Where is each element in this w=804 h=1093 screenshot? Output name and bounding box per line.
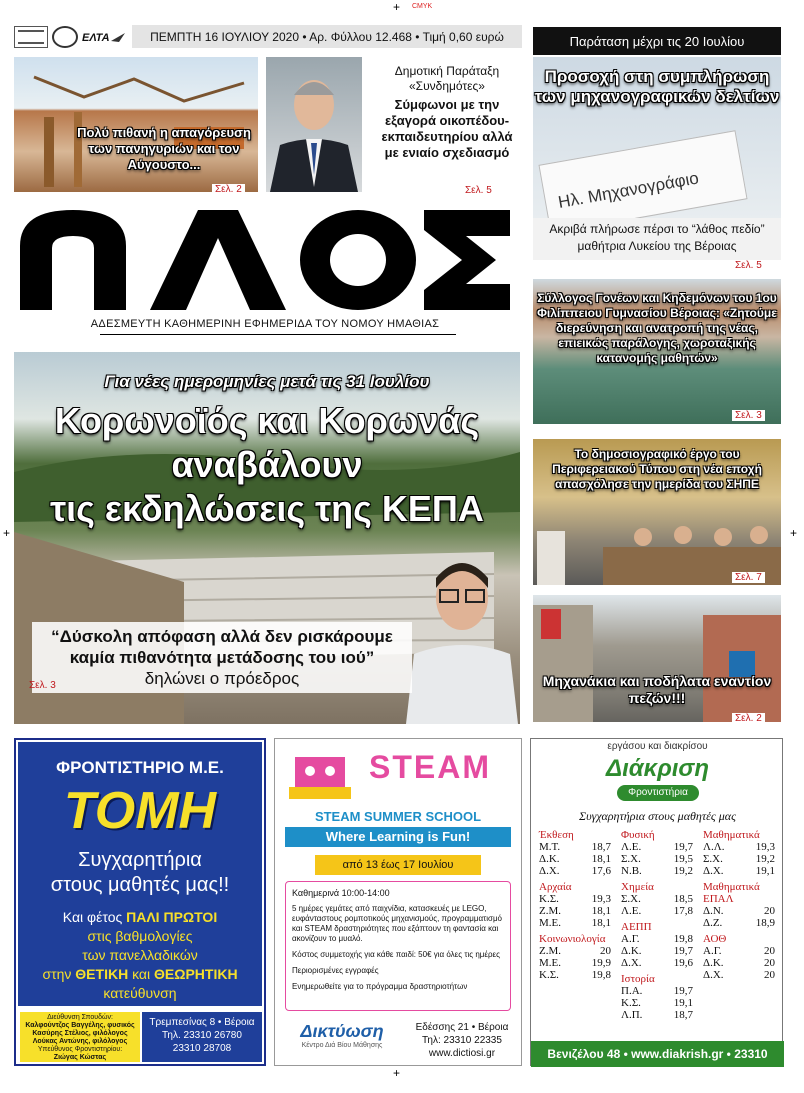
student-initials: Ζ.Μ. <box>539 945 561 957</box>
score-row <box>539 865 611 877</box>
student-score: 20 <box>764 905 775 917</box>
student-initials: Σ.Χ. <box>621 853 641 865</box>
student-initials: Π.Α. <box>621 985 643 997</box>
subject-heading: Έκθεση <box>539 829 574 841</box>
student-initials: Α.Γ. <box>703 945 722 957</box>
score-row <box>539 945 611 957</box>
student-score: 18,1 <box>591 905 611 917</box>
steam-limited: Περιορισμένες εγγραφές <box>292 966 379 975</box>
forms-banner: Παράταση μέχρι τις 20 Ιουλίου <box>533 27 781 55</box>
student-initials: Α.Γ. <box>621 933 640 945</box>
diakrisi-footer: Βενιζέλου 48 • www.diakrish.gr • 23310 75710 <box>531 1041 784 1067</box>
score-row <box>539 841 611 853</box>
steam-desc: 5 ημέρες γεμάτες από παιχνίδια, κατασκευές με LEGO, ευφάνταστους ρομποτικούς μηχανισμούς, προγραμματισμό και STEAM δραστηριότητες που εξάπτουν τη φαντασία και ακονίζουν το μυαλό. <box>292 904 502 943</box>
dictiosi-address: Εδέσσης 21 • Βέροια <box>415 1022 509 1033</box>
lead-headline-3: τις εκδηλώσεις της ΚΕΠΑ <box>50 488 484 529</box>
dictiosi-web: www.dictiosi.gr <box>428 1048 496 1059</box>
tomi-congrats-1: Συγχαρητήρια <box>78 849 202 871</box>
score-row <box>703 865 775 877</box>
steam-title: STEAM <box>369 749 491 785</box>
ad-tomi <box>14 738 266 1066</box>
student-score: 17,8 <box>673 905 693 917</box>
tomi-congrats-2: στους μαθητές μας!! <box>50 874 230 896</box>
lead-quote-3: δηλώνει ο πρόεδρος <box>144 669 300 688</box>
student-score: 20 <box>764 957 775 969</box>
tomi-line-1a: Και φέτος <box>62 909 127 925</box>
council-page-ref: Σελ. 5 <box>462 185 495 196</box>
student-initials: Δ.Ζ. <box>703 917 723 929</box>
subject-heading: Ιστορία <box>621 973 655 985</box>
score-row <box>621 985 693 997</box>
steam-school: STEAM SUMMER SCHOOL <box>314 809 482 824</box>
ad-steam <box>274 738 522 1066</box>
student-score: 18,9 <box>755 917 775 929</box>
score-row <box>539 969 611 981</box>
score-row <box>621 865 693 877</box>
student-score: 18,1 <box>591 917 611 929</box>
tomi-line-4a: στην <box>42 966 76 982</box>
lead-photo <box>14 352 520 724</box>
parents-page-ref: Σελ. 3 <box>732 410 765 421</box>
laos-wordmark <box>18 206 512 314</box>
steam-hours: Καθημερινά 10:00-14:00 <box>292 888 390 898</box>
forms-page-ref: Σελ. 5 <box>732 260 765 271</box>
lead-headline-1: Κορωνοϊός και Κορωνάς <box>54 400 480 441</box>
student-initials: Μ.Τ. <box>539 841 561 853</box>
dictiosi-phone: Τηλ: 23310 22335 <box>422 1035 502 1046</box>
press-headline: Το δημοσιογραφικό έργο του Περιφερειακού Τύπου στη νέα εποχή απασχόλησε την ημερίδα του ΣΗΠΕ <box>552 447 762 491</box>
press-page-ref: Σελ. 7 <box>732 572 765 583</box>
student-score: 18,7 <box>591 841 611 853</box>
steam-info: Ενημερωθείτε για το πρόγραμμα δραστηριοτήτων <box>292 982 468 991</box>
student-initials: Κ.Σ. <box>621 997 641 1009</box>
score-row <box>621 1009 693 1021</box>
score-row <box>621 997 693 1009</box>
tomi-line-5: κατεύθυνση <box>103 985 177 1001</box>
steam-info-box <box>285 881 511 1011</box>
student-score: 19,1 <box>755 865 775 877</box>
registration-mark-right: + <box>790 526 798 540</box>
person-portrait <box>266 57 362 192</box>
score-row <box>621 893 693 905</box>
tagline-rule <box>100 334 456 335</box>
subject-heading: Φυσική <box>621 829 655 841</box>
student-initials: Δ.Ν. <box>703 905 724 917</box>
student-score: 19,8 <box>591 969 611 981</box>
student-score: 19,5 <box>673 853 693 865</box>
forms-caption: Ακριβά πλήρωσε πέρσι το “λάθος πεδίο” μαθήτρια Λυκείου της Βέροιας <box>533 218 781 260</box>
student-score: 19,3 <box>755 841 775 853</box>
bird-icon <box>110 31 126 43</box>
student-initials: Μ.Ε. <box>539 917 561 929</box>
score-column <box>621 825 693 1021</box>
score-row <box>703 905 775 917</box>
student-initials: Λ.Λ. <box>703 841 725 853</box>
subject-heading: Χημεία <box>621 881 654 893</box>
bikes-page-ref: Σελ. 2 <box>732 713 765 724</box>
diakrisi-top: εργάσου και διακρίσου <box>607 741 708 752</box>
diakrisi-brand: Διάκριση <box>605 755 710 782</box>
president-portrait <box>402 544 520 724</box>
student-initials: Ζ.Μ. <box>539 905 561 917</box>
student-initials: Λ.Ε. <box>621 905 642 917</box>
student-score: 18,1 <box>591 853 611 865</box>
diakrisi-congrats: Συγχαρητήρια στους μαθητές μας <box>579 809 736 823</box>
council-headline: Σύμφωνοι με την εξαγορά οικοπέδου-εκπαιδευτηρίου αλλά με ενιαίο σχεδιασμό <box>381 97 513 160</box>
forms-headline: Προσοχή στη συμπλήρωση των μηχανογραφικών δελτίων <box>534 67 780 106</box>
tomi-director-1: Καλφούντζος Βαγγέλης, φυσικός <box>25 1022 135 1029</box>
score-row <box>621 957 693 969</box>
dictiosi-logo <box>279 1021 405 1049</box>
lead-quote-1: “Δύσκολη απόφαση αλλά δεν ρισκάρουμε <box>51 627 393 646</box>
subject-heading: Αρχαία <box>539 881 572 893</box>
tomi-line-4 <box>18 965 262 984</box>
score-row <box>539 853 611 865</box>
subject-heading: Κοινωνιολογία <box>539 933 606 945</box>
registration-mark-left: + <box>3 526 11 540</box>
student-score: 19,2 <box>673 865 693 877</box>
lead-quote-box <box>32 622 412 693</box>
score-row <box>539 957 611 969</box>
score-row <box>703 945 775 957</box>
student-initials: Δ.Κ. <box>703 957 724 969</box>
conference-photo <box>533 439 781 585</box>
score-column <box>703 825 775 1021</box>
score-row <box>703 969 775 981</box>
student-score: 20 <box>600 945 611 957</box>
student-initials: Σ.Χ. <box>703 853 723 865</box>
tomi-header: ΦΡΟΝΤΙΣΤΗΡΙΟ Μ.Ε. <box>56 758 224 777</box>
postmark-icon <box>52 26 78 48</box>
student-score: 19,7 <box>673 841 693 853</box>
score-row <box>621 841 693 853</box>
subject-heading: ΑΕΠΠ <box>621 921 652 933</box>
lead-headline-2: αναβάλουν <box>171 444 363 485</box>
street-photo <box>533 595 781 722</box>
student-score: 20 <box>764 945 775 957</box>
student-initials: Δ.Χ. <box>703 865 724 877</box>
ad-diakrisi <box>530 738 783 1087</box>
subject-heading: ΑΟΘ <box>703 933 727 945</box>
score-row <box>621 905 693 917</box>
score-row <box>703 841 775 853</box>
student-score: 19,8 <box>673 933 693 945</box>
score-row <box>621 853 693 865</box>
score-column <box>539 825 611 1021</box>
lead-quote-2: καμία πιθανότητα μετάδοσης του ιού” <box>69 648 375 667</box>
tomi-line-1b: ΠΑΛΙ ΠΡΩΤΟΙ <box>126 909 218 925</box>
student-initials: Μ.Ε. <box>539 957 561 969</box>
tomi-line-3: των πανελλαδικών <box>82 947 198 963</box>
festival-page-ref: Σελ. 2 <box>212 184 245 195</box>
forms-photo <box>533 57 781 219</box>
tomi-director-2: Κασύρης Στέλιος, φιλόλογος <box>32 1030 128 1037</box>
tomi-brand: ΤΟΜΗ <box>63 782 217 840</box>
student-initials: Δ.Χ. <box>703 969 724 981</box>
registration-mark-bottom: + <box>393 1066 401 1080</box>
score-row <box>703 853 775 865</box>
student-score: 18,7 <box>673 1009 693 1021</box>
student-initials: Δ.Χ. <box>539 865 560 877</box>
student-score: 19,2 <box>755 853 775 865</box>
council-portrait <box>266 57 362 192</box>
tomi-manager-label: Υπεύθυνος Φροντιστηρίου: <box>37 1046 123 1053</box>
festival-photo <box>14 57 258 192</box>
cmyk-mark: CMYK <box>412 3 433 10</box>
tomi-contact-box <box>142 1012 262 1062</box>
dictiosi-sub: Κέντρο Διά Βίου Μάθησης <box>301 1042 383 1049</box>
elta-logo <box>82 28 126 48</box>
president-photo <box>402 544 520 724</box>
student-score: 19,6 <box>673 957 693 969</box>
tomi-line-1 <box>18 908 262 927</box>
tomi-directors-box <box>20 1012 140 1062</box>
tomi-line-4c: και <box>128 966 154 982</box>
student-initials: Ν.Β. <box>621 865 642 877</box>
tomi-directors-label: Διεύθυνση Σπουδών: <box>47 1014 113 1021</box>
student-score: 19,1 <box>673 997 693 1009</box>
tomi-line-4b: ΘΕΤΙΚΗ <box>75 966 129 982</box>
dictiosi-contact <box>407 1021 517 1060</box>
tomi-manager: Ζιώγας Κώστας <box>53 1054 107 1061</box>
tomi-phone-2: 23310 28708 <box>172 1043 232 1054</box>
steam-dates: από 13 έως 17 Ιουλίου <box>315 855 481 875</box>
score-row <box>703 957 775 969</box>
student-score: 17,6 <box>591 865 611 877</box>
student-score: 18,5 <box>673 893 693 905</box>
tomi-line-2: στις βαθμολογίες <box>87 928 193 944</box>
dictiosi-brand: Δικτύωση <box>300 1021 384 1041</box>
student-score: 20 <box>764 969 775 981</box>
elta-label: ΕΛΤΑ <box>82 32 110 44</box>
score-row <box>539 905 611 917</box>
student-initials: Σ.Χ. <box>621 893 641 905</box>
newspaper-logo <box>18 206 512 314</box>
student-initials: Κ.Σ. <box>539 893 559 905</box>
tomi-line-4d: ΘΕΩΡΗΤΙΚΗ <box>154 966 238 982</box>
student-score: 19,9 <box>591 957 611 969</box>
steam-slogan: Where Learning is Fun! <box>285 827 511 847</box>
steam-cost: Κόστος συμμετοχής για κάθε παιδί: 50€ για όλες τις ημέρες <box>292 950 500 959</box>
student-score: 19,7 <box>673 985 693 997</box>
subject-heading: Μαθηματικά ΕΠΑΛ <box>703 881 760 905</box>
lead-kicker: Για νέες ημερομηνίες μετά τις 31 Ιουλίου <box>104 372 430 391</box>
subject-heading: Μαθηματικά <box>703 829 760 841</box>
score-grid <box>539 825 775 1021</box>
registration-mark-top: + <box>393 0 401 14</box>
score-row <box>539 917 611 929</box>
council-kicker: Δημοτική Παράταξη «Συνδημότες» <box>394 64 500 93</box>
lead-page-ref: Σελ. 3 <box>29 680 56 691</box>
score-row <box>621 933 693 945</box>
score-row <box>539 893 611 905</box>
masthead-tagline: ΑΔΕΣΜΕΥΤΗ ΚΑΘΗΜΕΡΙΝΗ ΕΦΗΜΕΡΙΔΑ ΤΟΥ ΝΟΜΟΥ ΗΜΑΘΙΑΣ <box>90 318 440 330</box>
postage-stamp-icon <box>14 26 48 48</box>
tomi-phone-1: Τηλ. 23310 26780 <box>162 1030 242 1041</box>
score-row <box>621 945 693 957</box>
festival-headline: Πολύ πιθανή η απαγόρευση των πανηγυριών και τον Αύγουστο... <box>77 125 251 172</box>
school-photo <box>533 279 781 424</box>
student-initials: Δ.Χ. <box>621 957 642 969</box>
date-issue-line: ΠΕΜΠΤΗ 16 ΙΟΥΛΙΟΥ 2020 • Αρ. Φύλλου 12.468 • Τιμή 0,60 ευρώ <box>132 25 522 48</box>
parents-headline: Σύλλογος Γονέων και Κηδεμόνων του 1ου Φιλίππειου Γυμνασίου Βέροιας: «Ζητούμε διερεύνηση και ανατροπή της νέας, επιεικώς παράλογης, χωροταξικής κατανομής μαθητών» <box>537 291 777 365</box>
tomi-address: Τρεμπεσίνας 8 • Βέροια <box>149 1017 255 1028</box>
form-screen-text: Ηλ. Μηχανογράφιο <box>556 168 701 212</box>
score-row <box>703 917 775 929</box>
diakrisi-sub: Φροντιστήρια <box>617 785 699 801</box>
student-initials: Δ.Κ. <box>621 945 642 957</box>
student-score: 19,3 <box>591 893 611 905</box>
student-initials: Δ.Κ. <box>539 853 560 865</box>
bikes-headline: Μηχανάκια και ποδήλατα εναντίον πεζών!!! <box>542 673 772 706</box>
student-score: 19,7 <box>673 945 693 957</box>
tomi-director-3: Λούκας Αντώνης, φιλόλογος <box>32 1038 128 1045</box>
student-initials: Λ.Π. <box>621 1009 643 1021</box>
student-initials: Κ.Σ. <box>539 969 559 981</box>
student-initials: Λ.Ε. <box>621 841 642 853</box>
robot-icon <box>285 743 355 803</box>
